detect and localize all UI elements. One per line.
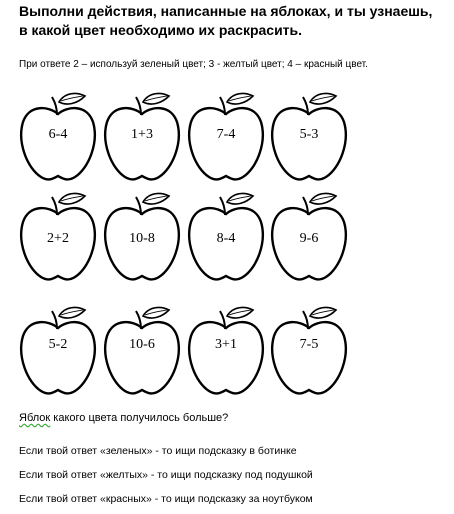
apple xyxy=(187,302,265,398)
apple-expression: 2+2 xyxy=(47,231,69,246)
apple-expression: 5-2 xyxy=(48,337,68,352)
apple-expression: 7-5 xyxy=(299,337,319,352)
apple xyxy=(103,88,181,184)
apple xyxy=(103,188,181,284)
apple xyxy=(270,88,348,184)
apple-expression: 6-4 xyxy=(48,127,68,142)
apple xyxy=(187,188,265,284)
apple xyxy=(103,302,181,398)
apple xyxy=(19,302,97,398)
question-word: Яблок xyxy=(19,412,51,424)
apple-expression: 5-3 xyxy=(299,127,319,142)
question-rest: какого цвета получилось больше? xyxy=(50,412,229,424)
worksheet-title: Выполни действия, написанные на яблоках, и ты узнаешь, в какой цвет необходимо их раскрасить. xyxy=(19,3,433,38)
apple xyxy=(270,188,348,284)
apple xyxy=(19,88,97,184)
hint-green: Если твой ответ «зеленых» - то ищи подсказку в ботинке xyxy=(19,445,297,457)
color-instruction: При ответе 2 – используй зеленый цвет; 3 - желтый цвет; 4 – красный цвет. xyxy=(19,59,368,70)
apple-expression: 7-4 xyxy=(216,127,236,142)
apple-expression: 10-6 xyxy=(129,337,155,352)
apple xyxy=(270,302,348,398)
hint-red: Если твой ответ «красных» - то ищи подсказку за ноутбуком xyxy=(19,493,313,505)
hint-yellow: Если твой ответ «желтых» - то ищи подсказку под подушкой xyxy=(19,469,313,481)
apple-expression: 9-6 xyxy=(299,231,319,246)
apple-expression: 3+1 xyxy=(215,337,237,352)
apple xyxy=(187,88,265,184)
apple-expression: 1+3 xyxy=(131,127,153,142)
apple-expression: 10-8 xyxy=(129,231,155,246)
question-text xyxy=(19,412,228,424)
apple-expression: 8-4 xyxy=(216,231,236,246)
apple xyxy=(19,188,97,284)
